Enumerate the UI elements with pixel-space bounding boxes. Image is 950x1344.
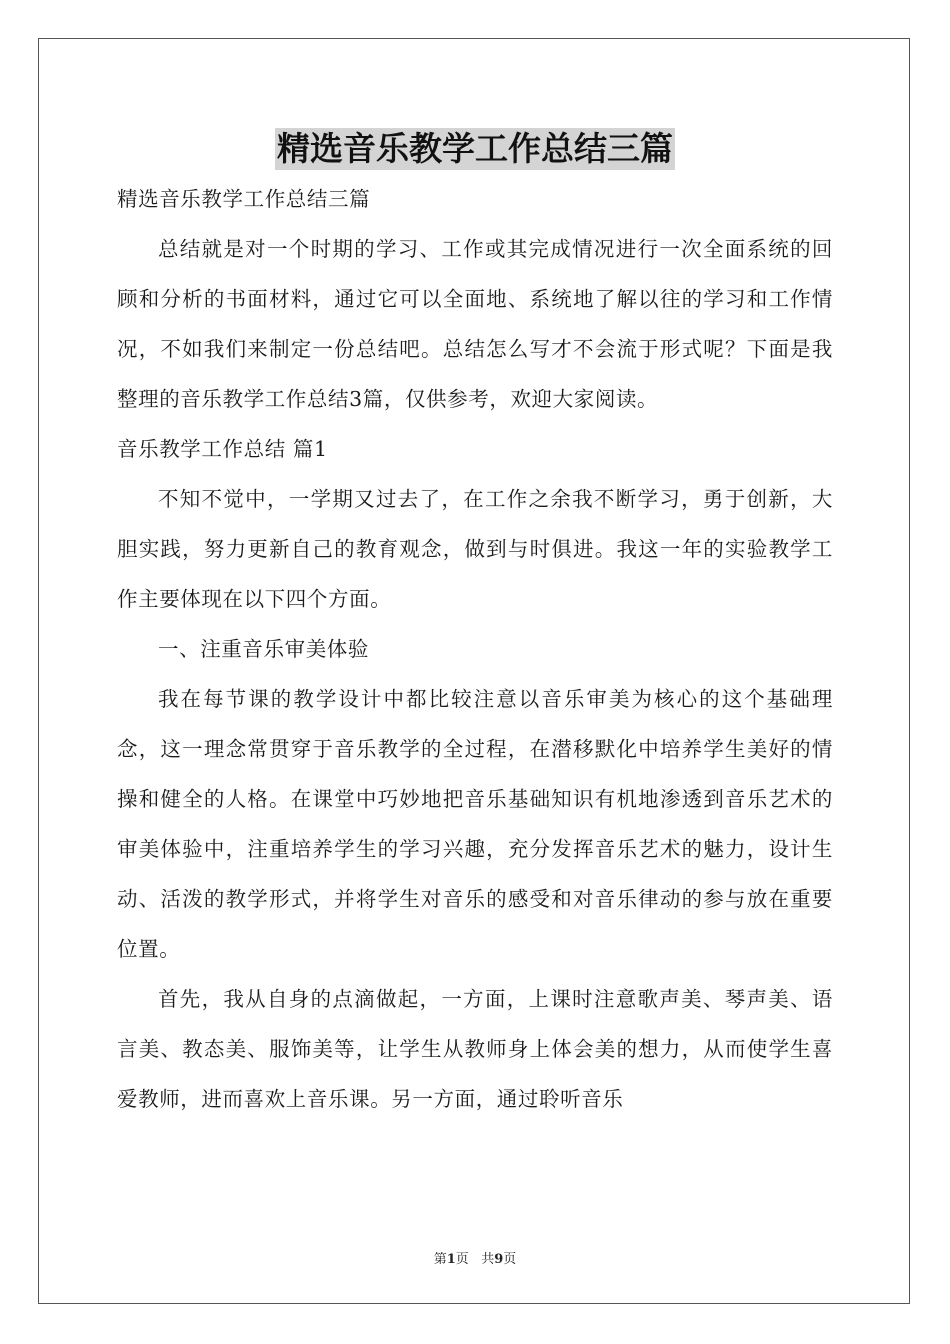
page-total: 9 <box>494 1252 504 1267</box>
document-body <box>117 174 833 1124</box>
section-heading: 音乐教学工作总结 篇1 <box>117 437 328 461</box>
paragraph: 首先，我从自身的点滴做起，一方面，上课时注意歌声美、琴声美、语言美、教态美、服饰美等，让学生从教师身上体会美的想力，从而使学生喜爱教师，进而喜欢上音乐课。另一方面，通过聆听音乐 <box>117 987 833 1111</box>
page-prefix: 第 <box>433 1252 447 1267</box>
document-title: 精选音乐教学工作总结三篇 <box>277 129 673 168</box>
page-footer <box>0 1248 950 1267</box>
page-suffix: 页 <box>455 1252 469 1267</box>
document-subtitle: 精选音乐教学工作总结三篇 <box>117 187 371 211</box>
total-suffix: 页 <box>503 1252 517 1267</box>
total-prefix: 共 <box>481 1252 495 1267</box>
title-container <box>0 128 950 170</box>
paragraph-intro: 总结就是对一个时期的学习、工作或其完成情况进行一次全面系统的回顾和分析的书面材料，通过它可以全面地、系统地了解以往的学习和工作情况，不如我们来制定一份总结吧。总结怎么写才不会流于形式呢？下面是我整理的音乐教学工作总结3篇，仅供参考，欢迎大家阅读。 <box>117 237 833 411</box>
paragraph: 我在每节课的教学设计中都比较注意以音乐审美为核心的这个基础理念，这一理念常贯穿于音乐教学的全过程，在潜移默化中培养学生美好的情操和健全的人格。在课堂中巧妙地把音乐基础知识有机地渗透到音乐艺术的审美体验中，注重培养学生的学习兴趣，充分发挥音乐艺术的魅力，设计生动、活泼的教学形式，并将学生对音乐的感受和对音乐律动的参与放在重要位置。 <box>117 687 833 961</box>
paragraph: 不知不觉中，一学期又过去了，在工作之余我不断学习，勇于创新，大胆实践，努力更新自己的教育观念，做到与时俱进。我这一年的实验教学工作主要体现在以下四个方面。 <box>117 487 833 611</box>
subsection-heading: 一、注重音乐审美体验 <box>158 637 369 661</box>
page-current: 1 <box>446 1252 456 1267</box>
